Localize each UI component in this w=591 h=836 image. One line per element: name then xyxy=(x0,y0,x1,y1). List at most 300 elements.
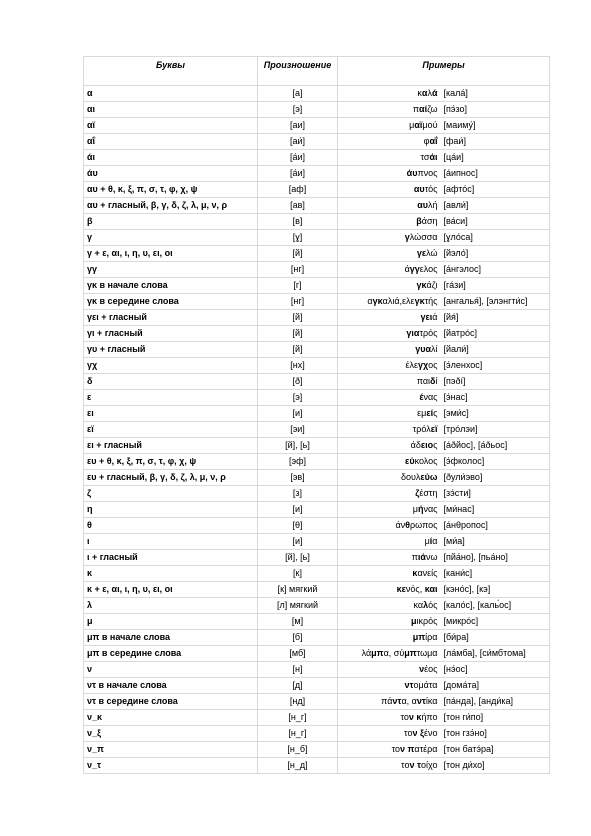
table-row xyxy=(84,230,550,246)
greek-example-cell xyxy=(338,230,441,246)
example-text: οίχο xyxy=(421,760,438,770)
greek-example-cell xyxy=(338,726,441,742)
table-row xyxy=(84,758,550,774)
example-text: α xyxy=(367,296,373,306)
example-highlight: ζ xyxy=(415,488,420,498)
pronunciation-cell: [аи] xyxy=(258,118,338,134)
pronunciation-cell: [б] xyxy=(258,630,338,646)
transcription-cell: [кэно́с], [кэ] xyxy=(441,582,550,598)
greek-example-cell xyxy=(338,86,441,102)
example-highlight: κ xyxy=(412,568,418,578)
example-highlight: αϊ xyxy=(414,120,423,130)
example-highlight: αΐ xyxy=(429,136,438,146)
greek-example-cell xyxy=(338,246,441,262)
example-text: παι xyxy=(416,376,431,386)
example-text: π xyxy=(411,552,418,562)
table-row xyxy=(84,326,550,342)
example-text: άση xyxy=(421,216,438,226)
example-highlight: και xyxy=(424,584,438,594)
letter-cell: αυ + гласный, β, γ, δ, ζ, λ, μ, ν, ρ xyxy=(84,198,258,214)
transcription-cell: [йя́] xyxy=(441,310,550,326)
example-text: ίρα xyxy=(425,632,438,642)
transcription-cell: [а́нгэлос] xyxy=(441,262,550,278)
transcription-cell: [ва́си] xyxy=(441,214,550,230)
example-text: εμ xyxy=(417,408,427,418)
letter-cell: γι + гласный xyxy=(84,326,258,342)
table-row xyxy=(84,454,550,470)
transcription-cell: [йэло́] xyxy=(441,246,550,262)
pronunciation-cell: [к] мягкий xyxy=(258,582,338,598)
example-text: ά xyxy=(432,312,438,322)
example-text: νας xyxy=(423,392,438,402)
table-row xyxy=(84,262,550,278)
example-highlight: γχ xyxy=(417,360,429,370)
transcription-cell: [ангалья́], [элэнгти́с] xyxy=(441,294,550,310)
example-text: α xyxy=(432,536,438,546)
example-text: τρόλ xyxy=(412,424,431,434)
pronunciation-cell: [и] xyxy=(258,406,338,422)
example-highlight: άι xyxy=(429,152,438,162)
table-row xyxy=(84,294,550,310)
example-text: το xyxy=(391,744,400,754)
table-row xyxy=(84,374,550,390)
example-highlight: αυ xyxy=(413,184,425,194)
example-text: ρωπος xyxy=(410,520,438,530)
pronunciation-cell: [нд] xyxy=(258,694,338,710)
example-highlight: γκ xyxy=(416,280,427,290)
header-letters: Буквы xyxy=(84,57,258,86)
transcription-cell: [йатро́с] xyxy=(441,326,550,342)
letter-cell: άι xyxy=(84,150,258,166)
example-highlight: ν κ xyxy=(408,712,422,722)
greek-example-cell xyxy=(338,742,441,758)
table-row xyxy=(84,550,550,566)
table-row xyxy=(84,422,550,438)
transcription-cell: [маиму́] xyxy=(441,118,550,134)
pronunciation-cell: [н_б] xyxy=(258,742,338,758)
example-highlight: ν ξ xyxy=(412,728,424,738)
letter-cell: γ + ε, αι, ι, η, υ, ει, οι xyxy=(84,246,258,262)
letter-cell: γγ xyxy=(84,262,258,278)
example-text: λά xyxy=(361,648,372,658)
table-row xyxy=(84,310,550,326)
pronunciation-cell: [н] xyxy=(258,662,338,678)
example-text: ομάτα xyxy=(413,680,438,690)
pronunciation-cell: [ав] xyxy=(258,198,338,214)
example-text: λώσσα xyxy=(409,232,438,242)
transcription-cell: [дома́та] xyxy=(441,678,550,694)
pronunciation-cell: [аф] xyxy=(258,182,338,198)
letter-cell: ν_κ xyxy=(84,710,258,726)
example-text: ν xyxy=(400,520,406,530)
pronunciation-cell: [в] xyxy=(258,214,338,230)
transcription-cell: [ца́и] xyxy=(441,150,550,166)
greek-example-cell xyxy=(338,694,441,710)
greek-example-cell xyxy=(338,214,441,230)
table-row xyxy=(84,118,550,134)
letter-cell: γ xyxy=(84,230,258,246)
greek-example-cell xyxy=(338,662,441,678)
transcription-cell: [эми́с] xyxy=(441,406,550,422)
table-row xyxy=(84,358,550,374)
letter-cell: ν_τ xyxy=(84,758,258,774)
example-text: ς xyxy=(433,440,438,450)
table-row xyxy=(84,246,550,262)
example-text: ος xyxy=(428,360,438,370)
pronunciation-cell: [н_д] xyxy=(258,758,338,774)
greek-example-cell xyxy=(338,566,441,582)
example-highlight: α xyxy=(421,88,428,98)
transcription-cell: [га́зи] xyxy=(441,278,550,294)
example-highlight: γει xyxy=(420,312,433,322)
greek-example-cell xyxy=(338,182,441,198)
example-text: νω xyxy=(425,552,438,562)
transcription-cell: [кало́с], [каль́ос] xyxy=(441,598,550,614)
example-highlight: έ xyxy=(419,392,424,402)
transcription-cell: [ɣло́са] xyxy=(441,230,550,246)
table-row xyxy=(84,694,550,710)
pronunciation-cell: [эи] xyxy=(258,422,338,438)
example-text: λή xyxy=(427,200,438,210)
example-text: τωμα xyxy=(416,648,438,658)
letter-cell: ι xyxy=(84,534,258,550)
transcription-cell: [пэðí] xyxy=(441,374,550,390)
letter-cell: αι xyxy=(84,102,258,118)
pronunciation-cell: [н_г] xyxy=(258,726,338,742)
pronunciation-cell: [θ] xyxy=(258,518,338,534)
example-text: ί xyxy=(435,376,438,386)
table-row xyxy=(84,390,550,406)
example-text: μ xyxy=(412,504,418,514)
letter-cell: δ xyxy=(84,374,258,390)
greek-example-cell xyxy=(338,310,441,326)
pronunciation-cell: [й], [ь] xyxy=(258,550,338,566)
pronunciation-cell: [м] xyxy=(258,614,338,630)
example-text: ζω xyxy=(427,104,438,114)
transcription-cell: [афто́с] xyxy=(441,182,550,198)
greek-example-cell xyxy=(338,150,441,166)
greek-example-cell xyxy=(338,326,441,342)
table-row xyxy=(84,102,550,118)
example-highlight: ν xyxy=(419,664,425,674)
example-highlight: μ xyxy=(411,616,417,626)
greek-example-cell xyxy=(338,454,441,470)
table-row xyxy=(84,182,550,198)
transcription-cell: [авли́] xyxy=(441,198,550,214)
pronunciation-cell: [мб] xyxy=(258,646,338,662)
pronunciation-cell: [д] xyxy=(258,678,338,694)
example-text: ικρός xyxy=(416,616,438,626)
letter-cell: ν_π xyxy=(84,742,258,758)
example-text: φ xyxy=(423,136,430,146)
letter-cell: ι + гласный xyxy=(84,550,258,566)
greek-pronunciation-table xyxy=(83,56,550,774)
example-highlight: μπ xyxy=(412,632,426,642)
transcription-cell: [ми́а] xyxy=(441,534,550,550)
pronunciation-cell: [н_г] xyxy=(258,710,338,726)
table-row xyxy=(84,710,550,726)
pronunciation-cell: [нх] xyxy=(258,358,338,374)
letter-cell: αϊ xyxy=(84,118,258,134)
pronunciation-cell: [й] xyxy=(258,310,338,326)
pronunciation-cell: [а́и] xyxy=(258,150,338,166)
letter-cell: ζ xyxy=(84,486,258,502)
table-row xyxy=(84,86,550,102)
table-row xyxy=(84,342,550,358)
example-text: λ xyxy=(427,88,432,98)
letter-cell: γκ в начале слова xyxy=(84,278,258,294)
example-highlight: ντ xyxy=(416,696,426,706)
greek-example-cell xyxy=(338,134,441,150)
letter-cell: ντ в начале слова xyxy=(84,678,258,694)
example-text: λώ xyxy=(426,248,438,258)
greek-example-cell xyxy=(338,678,441,694)
letter-cell: εϊ xyxy=(84,422,258,438)
example-highlight: γε xyxy=(416,248,427,258)
example-highlight: ν τ xyxy=(409,760,421,770)
pronunciation-cell: [й] xyxy=(258,246,338,262)
example-text: έλε xyxy=(405,360,418,370)
table-row xyxy=(84,598,550,614)
example-highlight: εϊ xyxy=(430,424,438,434)
pronunciation-cell: [э] xyxy=(258,102,338,118)
example-text: τσ xyxy=(420,152,430,162)
table-row xyxy=(84,198,550,214)
example-highlight: αί xyxy=(419,104,428,114)
letter-cell: μ xyxy=(84,614,258,630)
letter-cell: άυ xyxy=(84,166,258,182)
example-highlight: ά xyxy=(431,88,438,98)
example-text: μ xyxy=(424,536,430,546)
greek-example-cell xyxy=(338,374,441,390)
example-highlight: ντ xyxy=(404,680,414,690)
letter-cell: κ + ε, αι, ι, η, υ, ει, οι xyxy=(84,582,258,598)
pronunciation-cell: [а́и] xyxy=(258,166,338,182)
pronunciation-cell: [аи́] xyxy=(258,134,338,150)
greek-example-cell xyxy=(338,102,441,118)
greek-example-cell xyxy=(338,422,441,438)
letter-cell: λ xyxy=(84,598,258,614)
example-text: το xyxy=(401,760,410,770)
table-row xyxy=(84,502,550,518)
greek-example-cell xyxy=(338,358,441,374)
greek-example-cell xyxy=(338,534,441,550)
example-text: άζι xyxy=(426,280,438,290)
letter-cell: ει xyxy=(84,406,258,422)
example-text: πνος xyxy=(417,168,438,178)
table-row xyxy=(84,150,550,166)
transcription-cell: [йали́] xyxy=(441,342,550,358)
example-highlight: μπ xyxy=(404,648,417,658)
table-row xyxy=(84,630,550,646)
example-text: πά xyxy=(381,696,393,706)
example-highlight: για xyxy=(406,328,420,338)
transcription-cell: [тон гзэ́но] xyxy=(441,726,550,742)
table-row xyxy=(84,214,550,230)
example-highlight: μπ xyxy=(371,648,384,658)
table-row xyxy=(84,662,550,678)
example-highlight: ν π xyxy=(400,744,415,754)
example-highlight: δ xyxy=(430,376,436,386)
greek-example-cell xyxy=(338,390,441,406)
greek-example-cell xyxy=(338,470,441,486)
transcription-cell: [тон батэ́ра] xyxy=(441,742,550,758)
letter-cell: ει + гласный xyxy=(84,438,258,454)
example-text: το xyxy=(404,728,413,738)
example-text: ά xyxy=(404,264,410,274)
example-text: έος xyxy=(424,664,438,674)
example-text: ήπο xyxy=(421,712,438,722)
pronunciation-cell: [ð] xyxy=(258,374,338,390)
pronunciation-cell: [и] xyxy=(258,534,338,550)
transcription-cell: [пйа́но], [пьа́но] xyxy=(441,550,550,566)
table-row xyxy=(84,134,550,150)
example-highlight: άυ xyxy=(406,168,418,178)
greek-example-cell xyxy=(338,166,441,182)
example-text: άδ xyxy=(410,440,421,450)
example-text: ίκα xyxy=(425,696,438,706)
example-text: λί xyxy=(431,344,438,354)
pronunciation-cell: [и] xyxy=(258,502,338,518)
example-text: π xyxy=(412,104,420,114)
transcription-cell: [а́нθропос] xyxy=(441,518,550,534)
pronunciation-cell: [а] xyxy=(258,86,338,102)
greek-example-cell xyxy=(338,118,441,134)
example-highlight: ή xyxy=(417,504,424,514)
pronunciation-cell: [й] xyxy=(258,326,338,342)
header-pronunciation: Произношение xyxy=(258,57,338,86)
pronunciation-cell: [эв] xyxy=(258,470,338,486)
table-row xyxy=(84,166,550,182)
table-header-row xyxy=(84,57,550,86)
example-highlight: ί xyxy=(429,536,433,546)
transcription-cell: [па́нда], [анди́ка] xyxy=(441,694,550,710)
example-highlight: ειο xyxy=(420,440,434,450)
letter-cell: γυ + гласный xyxy=(84,342,258,358)
table-body xyxy=(84,86,550,774)
pronunciation-cell: [й], [ь] xyxy=(258,438,338,454)
greek-example-cell xyxy=(338,614,441,630)
greek-example-cell xyxy=(338,630,441,646)
example-text: ς xyxy=(433,408,438,418)
example-text: μού xyxy=(422,120,438,130)
transcription-cell: [а́ипнос] xyxy=(441,166,550,182)
example-text: έστη xyxy=(419,488,438,498)
example-highlight: γυα xyxy=(415,344,431,354)
greek-example-cell xyxy=(338,486,441,502)
table-row xyxy=(84,646,550,662)
letter-cell: θ xyxy=(84,518,258,534)
letter-cell: ν xyxy=(84,662,258,678)
example-text: κ xyxy=(417,88,422,98)
example-highlight: γ xyxy=(404,232,410,242)
table-row xyxy=(84,278,550,294)
transcription-cell: [тро́лэи] xyxy=(441,422,550,438)
table-row xyxy=(84,678,550,694)
pronunciation-cell: [эф] xyxy=(258,454,338,470)
letter-cell: γχ xyxy=(84,358,258,374)
pronunciation-cell: [нг] xyxy=(258,262,338,278)
example-text: μ xyxy=(409,120,415,130)
table-row xyxy=(84,742,550,758)
example-text: α, α xyxy=(401,696,417,706)
table-row xyxy=(84,406,550,422)
letter-cell: αΐ xyxy=(84,134,258,150)
transcription-cell: [э́фколос] xyxy=(441,454,550,470)
letter-cell: η xyxy=(84,502,258,518)
transcription-cell: [би́ра] xyxy=(441,630,550,646)
example-text: ατέρα xyxy=(414,744,438,754)
greek-example-cell xyxy=(338,294,441,310)
example-highlight: θ xyxy=(405,520,411,530)
table-row xyxy=(84,486,550,502)
example-highlight: ντ xyxy=(392,696,402,706)
transcription-cell: [нэ́ос] xyxy=(441,662,550,678)
table-row xyxy=(84,534,550,550)
transcription-cell: [ðули́эво] xyxy=(441,470,550,486)
table-row xyxy=(84,518,550,534)
letter-cell: ν_ξ xyxy=(84,726,258,742)
transcription-cell: [зэ́сти] xyxy=(441,486,550,502)
table-row xyxy=(84,438,550,454)
example-text: νας xyxy=(423,504,438,514)
pronunciation-cell: [л] мягкий xyxy=(258,598,338,614)
example-highlight: αυ xyxy=(417,200,428,210)
transcription-cell: [пэ́зо] xyxy=(441,102,550,118)
transcription-cell: [кани́с] xyxy=(441,566,550,582)
transcription-cell: [тон ди́хо] xyxy=(441,758,550,774)
example-text: τός xyxy=(424,184,438,194)
example-text: κα xyxy=(413,600,424,610)
greek-example-cell xyxy=(338,438,441,454)
greek-example-cell xyxy=(338,198,441,214)
example-highlight: ιά xyxy=(417,552,426,562)
greek-example-cell xyxy=(338,710,441,726)
greek-example-cell xyxy=(338,582,441,598)
example-highlight: κε xyxy=(396,584,406,594)
example-highlight: λ xyxy=(423,600,429,610)
transcription-cell: [э́нас] xyxy=(441,390,550,406)
example-text: ένο xyxy=(423,728,438,738)
letter-cell: ντ в середине слова xyxy=(84,694,258,710)
pronunciation-cell: [з] xyxy=(258,486,338,502)
example-highlight: εί xyxy=(426,408,434,418)
letter-cell: β xyxy=(84,214,258,230)
example-text: κολος xyxy=(414,456,438,466)
example-highlight: γγ xyxy=(409,264,420,274)
example-text: ός xyxy=(428,600,438,610)
example-text: αλιά,ελε xyxy=(382,296,415,306)
transcription-cell: [тон ги́по] xyxy=(441,710,550,726)
transcription-cell: [кала́] xyxy=(441,86,550,102)
example-text: α, σύ xyxy=(383,648,405,658)
letter-cell: μπ в середине слова xyxy=(84,646,258,662)
letter-cell: γει + гласный xyxy=(84,310,258,326)
example-text: τρός xyxy=(419,328,438,338)
document-page xyxy=(83,56,549,774)
pronunciation-cell: [к] xyxy=(258,566,338,582)
table-row xyxy=(84,582,550,598)
greek-example-cell xyxy=(338,406,441,422)
greek-example-cell xyxy=(338,342,441,358)
pronunciation-cell: [э] xyxy=(258,390,338,406)
table-row xyxy=(84,470,550,486)
letter-cell: μπ в начале слова xyxy=(84,630,258,646)
pronunciation-cell: [г] xyxy=(258,278,338,294)
greek-example-cell xyxy=(338,262,441,278)
letter-cell: ε xyxy=(84,390,258,406)
example-highlight: εύω xyxy=(420,472,438,482)
